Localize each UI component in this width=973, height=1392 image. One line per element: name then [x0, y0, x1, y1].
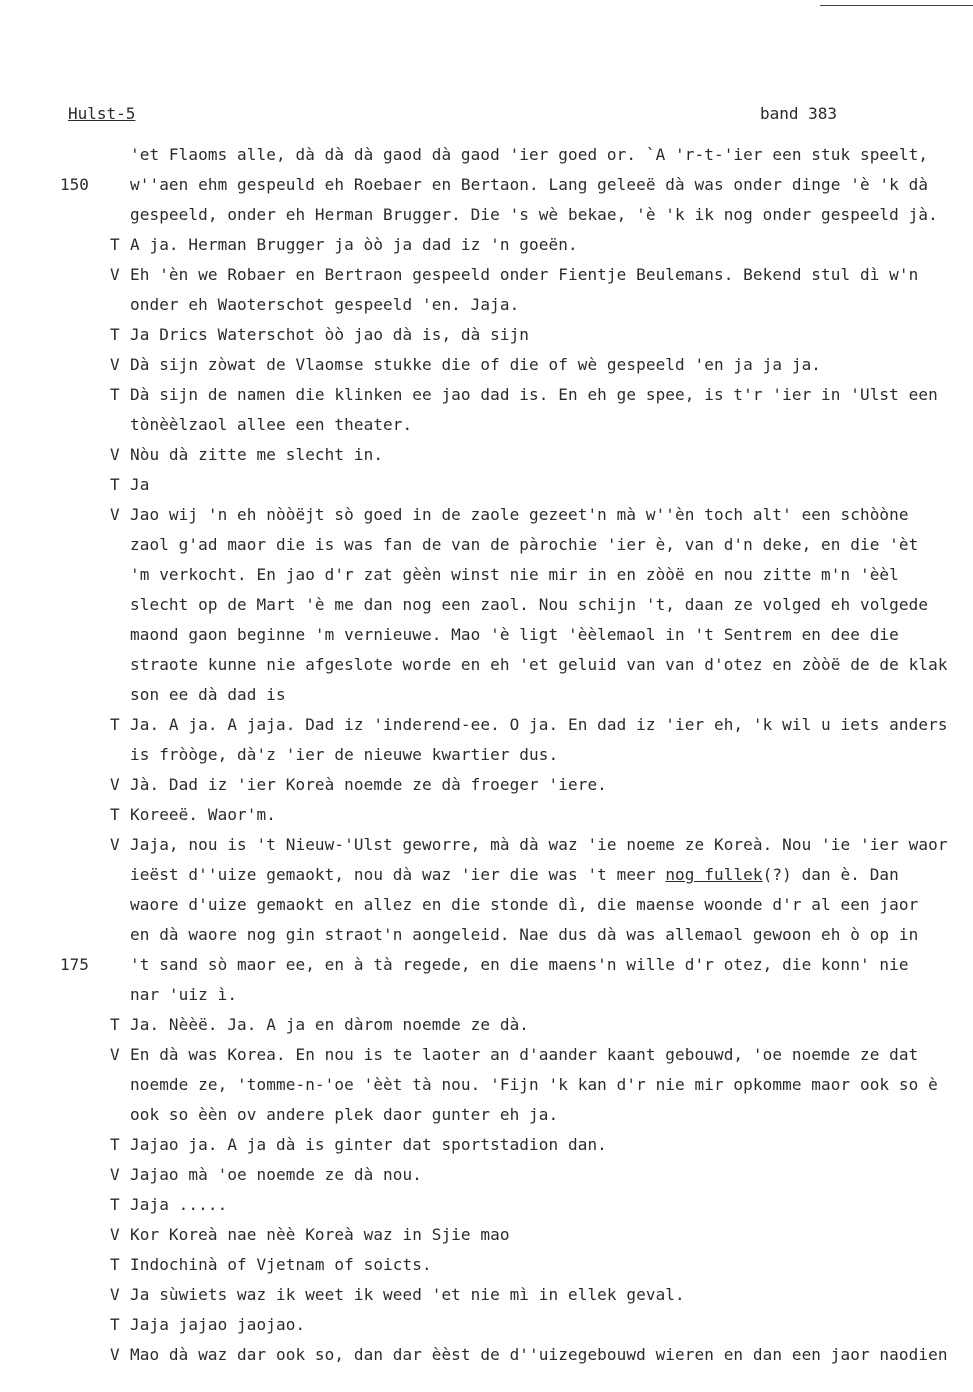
speaker-label: V [110, 1285, 120, 1304]
transcript-line: straote kunne nie afgeslote worde en eh 'et geluid van van d'otez en zòòë de de klak [130, 655, 948, 674]
transcript-line: Koreeë. Waor'm. [130, 805, 276, 824]
speaker-label: V [110, 1225, 120, 1244]
page-header-left: Hulst-5 [68, 104, 136, 123]
transcript-line: noemde ze, 'tomme-n-'oe 'èèt tà nou. 'Fijn 'k kan d'r nie mir opkomme maor ook so è [130, 1075, 938, 1094]
transcript-line: 't sand sò maor ee, en à tà regede, en die maens'n wille d'r otez, die konn' nie [130, 955, 909, 974]
transcript-line: Jaja, nou is 't Nieuw-'Ulst geworre, mà dà waz 'ie noeme ze Koreà. Nou 'ie 'ier waor [130, 835, 948, 854]
speaker-label: V [110, 505, 120, 524]
transcript-line: 'm verkocht. En jao d'r zat gèèn winst nie mir in en zòòë en nou zitte m'n 'èèl [130, 565, 899, 584]
speaker-label: V [110, 1345, 120, 1364]
speaker-label: V [110, 775, 120, 794]
transcript-line: Dà sijn zòwat de Vlaomse stukke die of die of wè gespeeld 'en ja ja ja. [130, 355, 822, 374]
speaker-label: T [110, 1315, 120, 1334]
page-header-right: band 383 [760, 104, 838, 123]
transcript-line: Jà. Dad iz 'ier Koreà noemde ze dà froeger 'iere. [130, 775, 607, 794]
transcript-line: En dà was Korea. En nou is te laoter an d'aander kaant gebouwd, 'oe noemde ze dat [130, 1045, 919, 1064]
transcript-line: nar 'uiz ì. [130, 985, 238, 1004]
transcript-line: Kor Koreà nae nèè Koreà waz in Sjie mao [130, 1225, 510, 1244]
transcript-line: Dà sijn de namen die klinken ee jao dad is. En eh ge spee, is t'r 'ier in 'Ulst een [130, 385, 938, 404]
transcript-line: Eh 'èn we Robaer en Bertraon gespeeld onder Fientje Beulemans. Bekend stul dì w'n [130, 265, 919, 284]
speaker-label: V [110, 835, 120, 854]
transcript-line: Ja sùwiets waz ik weet ik weed 'et nie mì in ellek geval. [130, 1285, 685, 1304]
speaker-label: T [110, 1015, 120, 1034]
transcript-line: waore d'uize gemaokt en allez en die stonde dì, die maense woonde d'r al een jaor [130, 895, 919, 914]
transcript-line: ieëst d''uize gemaokt, nou dà waz 'ier die was 't meer nog fullek(?) dan è. Dan [130, 865, 899, 884]
transcript-line: A ja. Herman Brugger ja òò ja dad iz 'n goeën. [130, 235, 578, 254]
transcript-line: en dà waore nog gin straot'n aongeleid. Nae dus dà was allemaol gewoon eh ò op in [130, 925, 919, 944]
transcript-line: tònèèlzaol allee een theater. [130, 415, 413, 434]
speaker-label: T [110, 1195, 120, 1214]
line-number: 150 [60, 175, 89, 194]
transcript-line: Mao dà waz dar ook so, dan dar èèst de d''uizegebouwd wieren en dan een jaor naodien [130, 1345, 948, 1364]
top-rule [820, 5, 973, 6]
transcript-line: son ee dà dad is [130, 685, 286, 704]
transcript-line: ook so èèn ov andere plek daor gunter eh ja. [130, 1105, 559, 1124]
speaker-label: V [110, 445, 120, 464]
transcript-line: Jaja ..... [130, 1195, 228, 1214]
transcript-line: Jajao ja. A ja dà is ginter dat sportstadion dan. [130, 1135, 607, 1154]
transcript-line: Nòu dà zitte me slecht in. [130, 445, 384, 464]
speaker-label: T [110, 1255, 120, 1274]
transcript-line: Indochinà of Vjetnam of soicts. [130, 1255, 432, 1274]
line-number: 175 [60, 955, 89, 974]
transcript-line: gespeeld, onder eh Herman Brugger. Die 's wè bekae, 'è 'k ik nog onder gespeeld jà. [130, 205, 938, 224]
transcript-line: is fròòge, dà'z 'ier de nieuwe kwartier dus. [130, 745, 559, 764]
transcript-line: slecht op de Mart 'è me dan nog een zaol. Nou schijn 't, daan ze volged eh volgede [130, 595, 929, 614]
speaker-label: T [110, 235, 120, 254]
speaker-label: T [110, 1135, 120, 1154]
transcript-line: Ja [130, 475, 150, 494]
transcript-line: zaol g'ad maor die is was fan de van de pàrochie 'ier è, van d'n deke, en die 'èt [130, 535, 919, 554]
speaker-label: T [110, 325, 120, 344]
transcript-line: onder eh Waoterschot gespeeld 'en. Jaja. [130, 295, 520, 314]
transcript-line: Jajao mà 'oe noemde ze dà nou. [130, 1165, 422, 1184]
transcript-line: Jaja jajao jaojao. [130, 1315, 306, 1334]
transcript-line: Ja Drics Waterschot òò jao dà is, dà sijn [130, 325, 530, 344]
transcript-line: Ja. Nèèë. Ja. A ja en dàrom noemde ze dà. [130, 1015, 530, 1034]
speaker-label: T [110, 715, 120, 734]
speaker-label: T [110, 475, 120, 494]
speaker-label: T [110, 805, 120, 824]
transcript-line: Jao wij 'n eh nòòëjt sò goed in de zaole gezeet'n mà w''èn toch alt' een schòòne [130, 505, 909, 524]
speaker-label: V [110, 355, 120, 374]
speaker-label: V [110, 1165, 120, 1184]
transcript-line: Ja. A ja. A jaja. Dad iz 'inderend-ee. O ja. En dad iz 'ier eh, 'k wil u iets anders [130, 715, 948, 734]
transcript-line: 'et Flaoms alle, dà dà dà gaod dà gaod 'ier goed or. `A 'r-t-'ier een stuk speelt, [130, 145, 929, 164]
underlined-phrase: nog fullek [665, 865, 763, 884]
speaker-label: T [110, 385, 120, 404]
speaker-label: V [110, 265, 120, 284]
transcript-line: w''aen ehm gespeuld eh Roebaer en Bertaon. Lang geleeë dà was onder dinge 'è 'k dà [130, 175, 929, 194]
speaker-label: V [110, 1045, 120, 1064]
transcript-line: maond gaon beginne 'm vernieuwe. Mao 'è ligt 'èèlemaol in 't Sentrem en dee die [130, 625, 899, 644]
